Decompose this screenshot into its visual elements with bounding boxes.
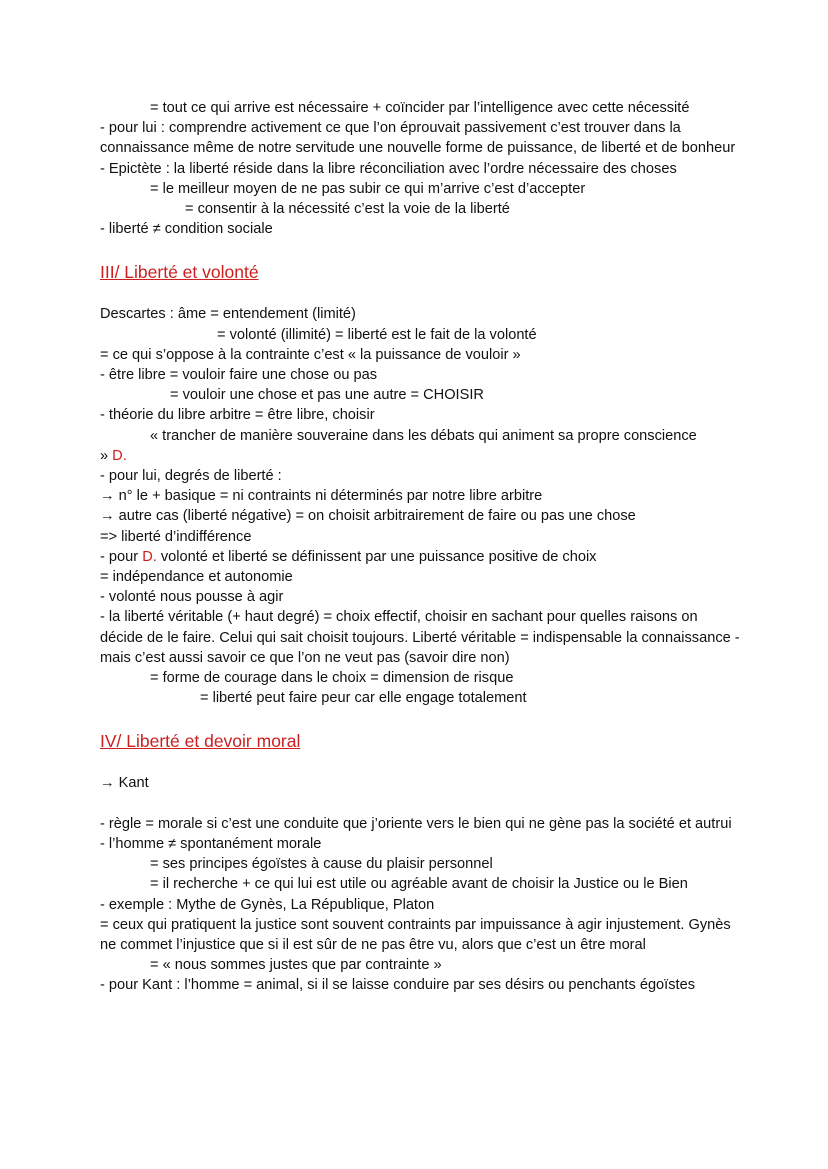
- author-initial: D.: [112, 447, 127, 464]
- text-line: = liberté peut faire peur car elle engage totalement: [200, 690, 527, 707]
- text-line: [100, 547, 740, 567]
- text-line: → n° le + basique = ni contraints ni déterminés par notre libre arbitre: [100, 488, 543, 505]
- text-line: = le meilleur moyen de ne pas subir ce qui m’arrive c’est d’accepter: [150, 180, 586, 197]
- text-line: - liberté ≠ condition sociale: [100, 221, 273, 238]
- author-initial: D.: [142, 548, 157, 565]
- text-line: - l’homme ≠ spontanément morale: [100, 835, 322, 852]
- text-line: = indépendance et autonomie: [100, 569, 293, 586]
- section-heading-liberte-volonte: III/ Liberté et volonté: [100, 262, 259, 283]
- text-line: - être libre = vouloir faire une chose ou pas: [100, 367, 378, 384]
- text-line: => liberté d’indifférence: [100, 528, 252, 545]
- text-paragraph: = ceux qui pratiquent la justice sont souvent contraints par impuissance à agir injustement. Gynès ne commet l’injustice que si il est sûr de ne pas être vu, alors que c’est un être moral: [100, 916, 731, 953]
- text-line: = vouloir une chose et pas une autre = CHOISIR: [170, 387, 484, 404]
- text-fragment: volonté et liberté se définissent par une puissance positive de choix: [156, 548, 597, 565]
- text-line: - Epictète : la liberté réside dans la libre réconciliation avec l’ordre nécessaire des choses: [100, 160, 677, 177]
- text-line: → autre cas (liberté négative) = on choisit arbitrairement de faire ou pas une chose: [100, 508, 636, 525]
- document-page: [100, 98, 740, 996]
- text-line: = tout ce qui arrive est nécessaire + coïncider par l’intelligence avec cette nécessité: [150, 100, 690, 116]
- text-line: = consentir à la nécessité c’est la voie de la liberté: [185, 201, 510, 218]
- text-paragraph: - pour lui : comprendre activement ce que l’on éprouvait passivement c’est trouver dans la connaissance même de notre servitude une nouvelle forme de puissance, de liberté et de bonheur: [100, 120, 736, 157]
- quote-close: »: [100, 447, 113, 464]
- text-paragraph: - la liberté véritable (+ haut degré) = choix effectif, choisir en sachant pour quelles raisons on décide de le faire. Celui qui sait choisit toujours. Liberté véritable = indispensable la connaissance - mais c’est aussi savoir ce que l’on ne veut pas (savoir dire non): [100, 609, 740, 666]
- section-heading-liberte-devoir-moral: IV/ Liberté et devoir moral: [100, 731, 301, 752]
- quote-attribution: [100, 446, 740, 466]
- text-line: = volonté (illimité) = liberté est le fait de la volonté: [217, 326, 537, 343]
- text-line: Descartes : âme = entendement (limité): [100, 306, 356, 323]
- text-line: → Kant: [100, 775, 149, 792]
- text-line: = ce qui s’oppose à la contrainte c’est « la puissance de vouloir »: [100, 346, 521, 363]
- text-line: - pour lui, degrés de liberté :: [100, 468, 282, 485]
- quote-line: « trancher de manière souveraine dans les débats qui animent sa propre conscience: [150, 427, 697, 444]
- spacer: [100, 794, 740, 814]
- text-line: - exemple : Mythe de Gynès, La République, Platon: [100, 896, 435, 913]
- text-paragraph: - règle = morale si c’est une conduite que j’oriente vers le bien qui ne gène pas la société et autrui: [100, 815, 732, 832]
- text-fragment: - pour: [100, 548, 143, 565]
- text-line: - volonté nous pousse à agir: [100, 589, 284, 606]
- text-line: - pour Kant : l’homme = animal, si il se laisse conduire par ses désirs ou penchants égoïstes: [100, 977, 695, 994]
- text-line: = ses principes égoïstes à cause du plaisir personnel: [150, 856, 493, 873]
- text-line: = forme de courage dans le choix = dimension de risque: [150, 670, 514, 687]
- text-line: = il recherche + ce qui lui est utile ou agréable avant de choisir la Justice ou le Bien: [150, 876, 688, 893]
- text-line: - théorie du libre arbitre = être libre, choisir: [100, 407, 375, 424]
- text-line: = « nous sommes justes que par contrainte »: [150, 957, 442, 974]
